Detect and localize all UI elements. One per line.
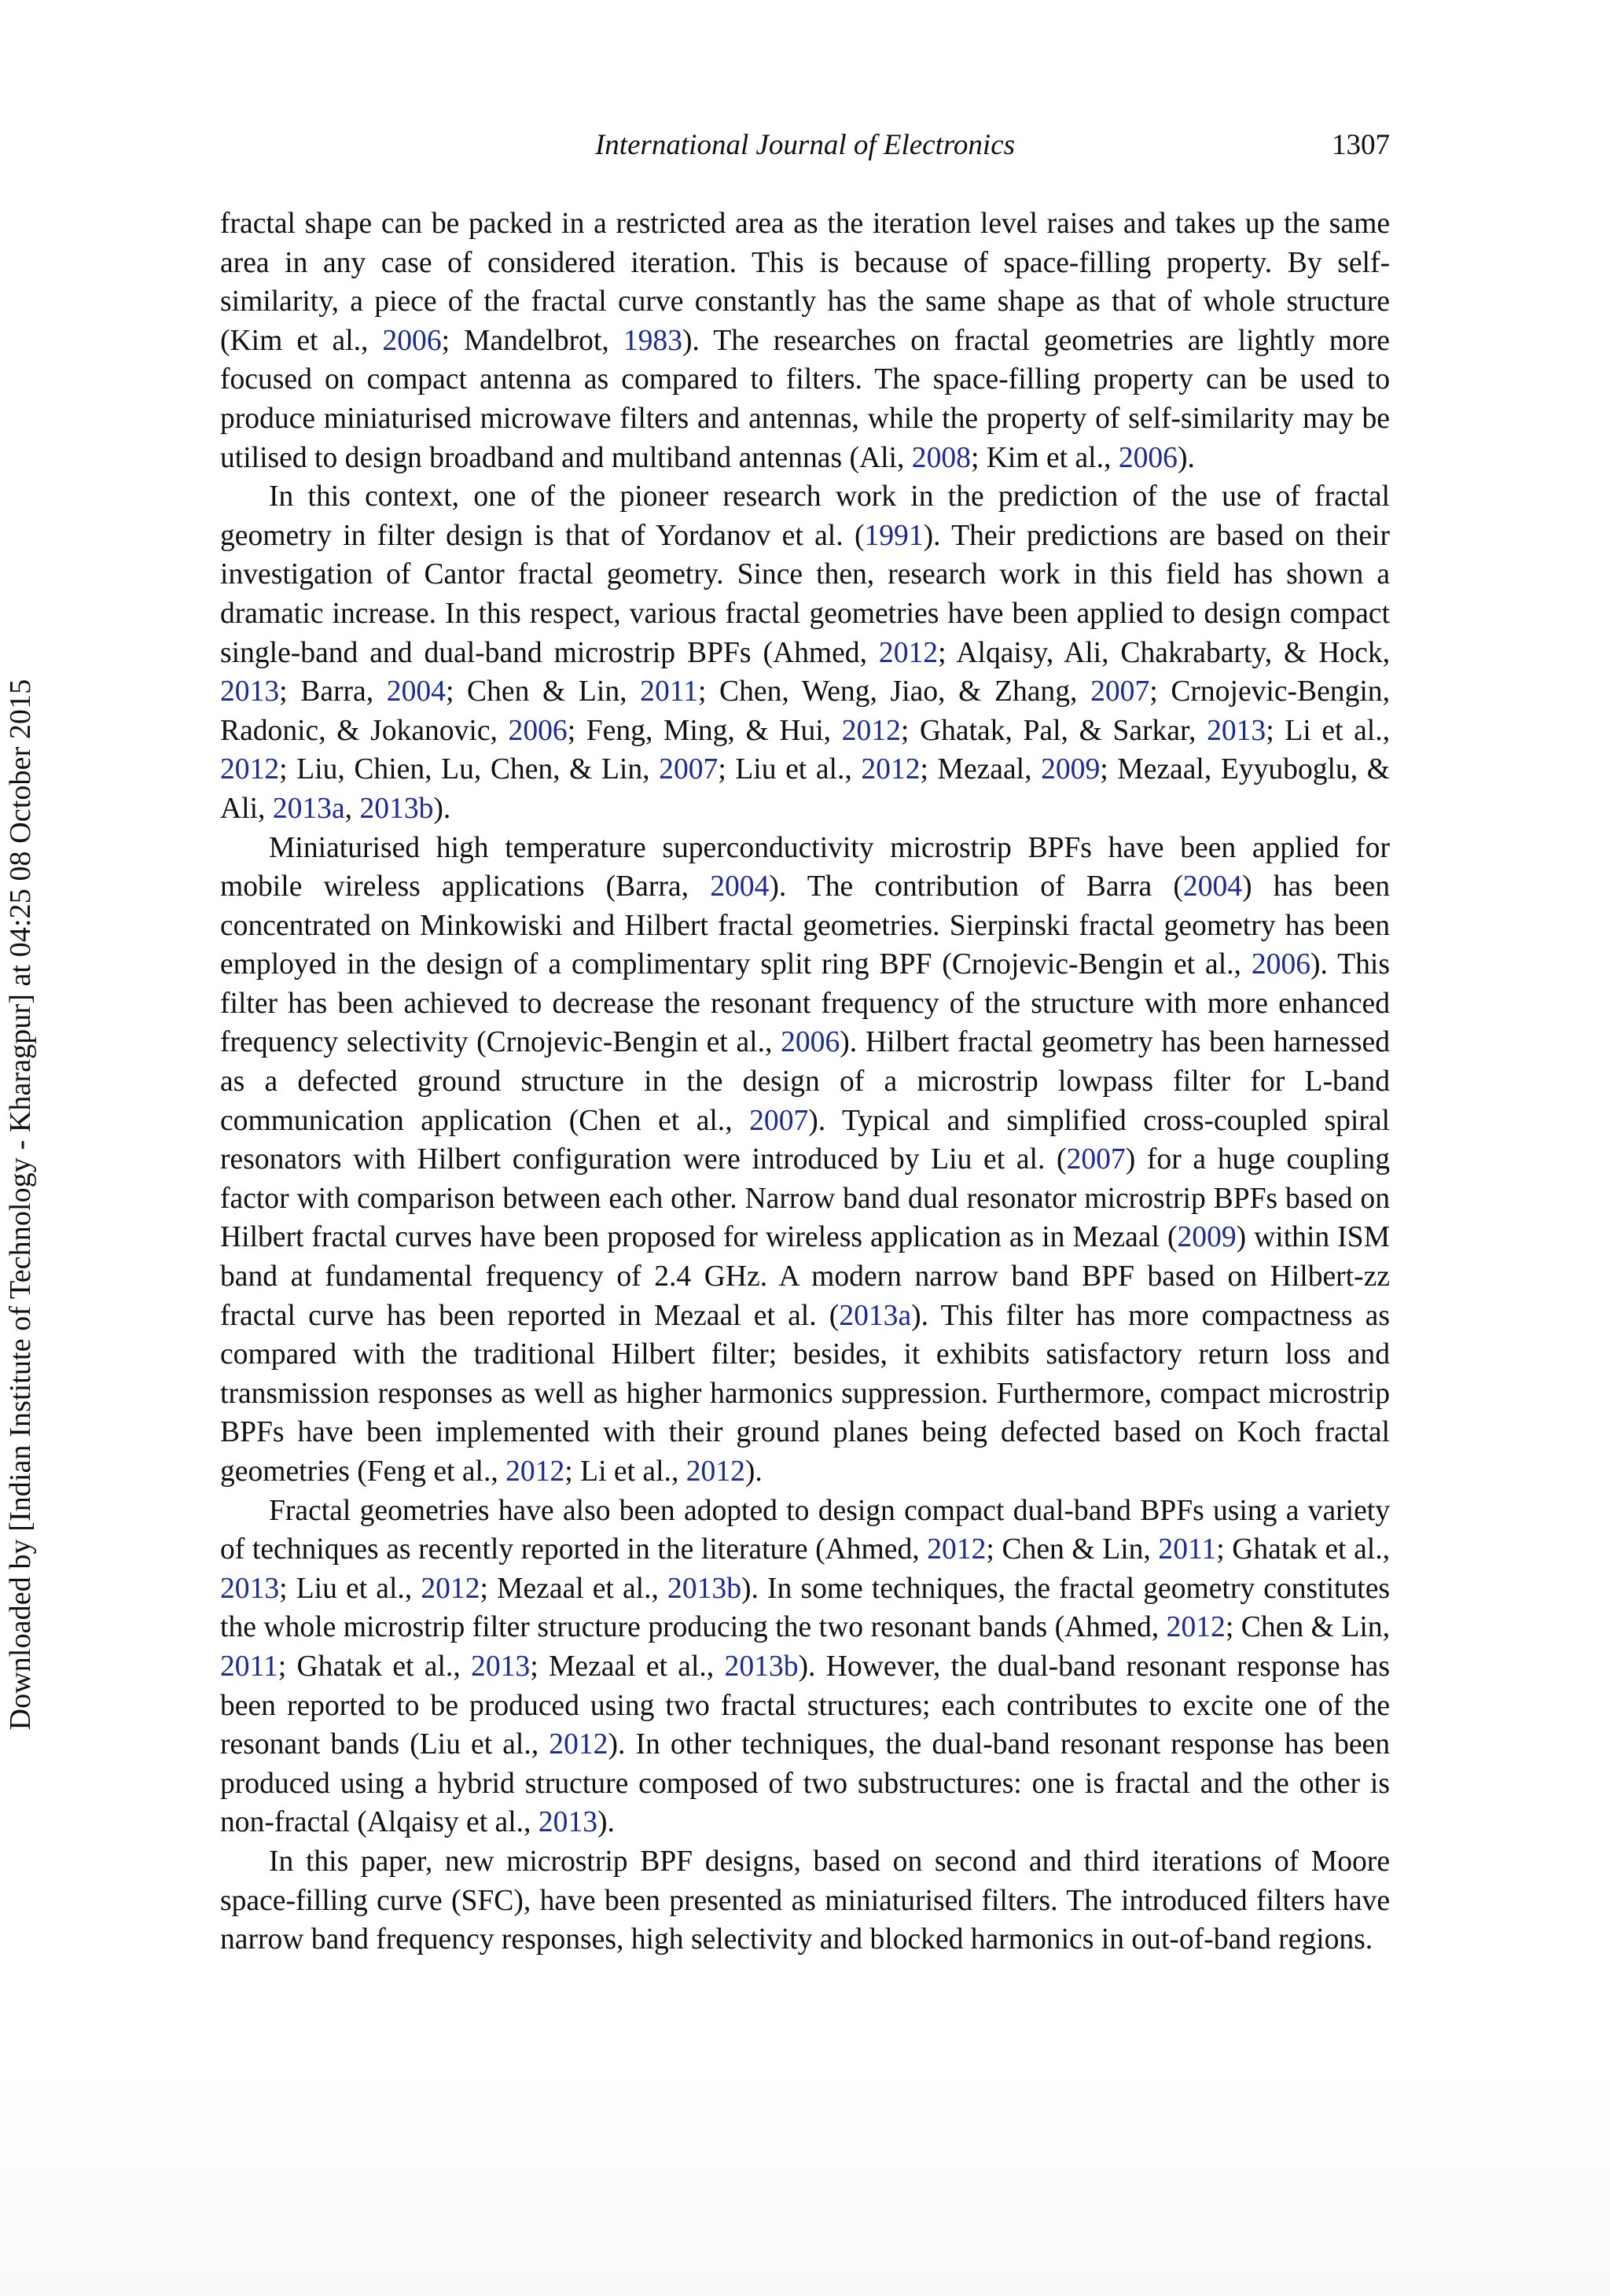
citation-link[interactable]: 2013b <box>359 792 434 825</box>
citation-link[interactable]: 2012 <box>861 753 921 786</box>
text-run: ; Ghatak et al., <box>1216 1533 1390 1566</box>
citation-link[interactable]: 2013a <box>272 792 345 825</box>
paragraph-5 <box>220 1842 1390 1959</box>
citation-link[interactable]: 2012 <box>878 636 939 669</box>
citation-link[interactable]: 2013 <box>220 1572 280 1605</box>
citation-link[interactable]: 2012 <box>220 753 280 786</box>
citation-link[interactable]: 2012 <box>549 1728 608 1761</box>
citation-link[interactable]: 2013 <box>538 1806 598 1839</box>
download-stamp: Downloaded by [Indian Institute of Technology - Kharagpur] at 04:25 08 October 2015 <box>4 679 37 1731</box>
text-run: ; Ghatak, Pal, & Sarkar, <box>900 714 1208 747</box>
citation-link[interactable]: 2013a <box>839 1299 912 1332</box>
text-run: ; Mezaal et al., <box>480 1572 668 1605</box>
citation-link[interactable]: 2013b <box>724 1650 799 1683</box>
citation-link[interactable]: 2012 <box>1166 1611 1226 1644</box>
journal-title: International Journal of Electronics <box>594 129 1016 161</box>
text-run: ; Mezaal, <box>920 753 1042 786</box>
text-run: ; Liu, Chien, Lu, Chen, & Lin, <box>279 753 660 786</box>
text-run: ; Li et al., <box>564 1455 686 1488</box>
citation-link[interactable]: 2007 <box>749 1104 809 1137</box>
text-run: ) within ISM band at fundamental frequency of 2.4 GHz. A modern narrow band BPF based on Hilbert-zz fractal curve has been reported in Mezaal et al. ( <box>220 1221 1390 1332</box>
citation-link[interactable]: 2013 <box>220 675 280 708</box>
citation-link[interactable]: 1991 <box>864 519 924 552</box>
text-run: ) for a huge coupling factor with comparison between each other. Narrow band dual resonator microstrip BPFs based on Hilbert fractal curves have been proposed for wireless application as in Mezaal ( <box>220 1143 1391 1254</box>
text-run: ; Chen & Lin, <box>986 1533 1159 1566</box>
citation-link[interactable]: 2013 <box>1207 714 1266 747</box>
text-run: ; Feng, Ming, & Hui, <box>567 714 842 747</box>
text-run: ; Li et al., <box>1266 714 1391 747</box>
text-run: ; Ghatak et al., <box>278 1650 472 1683</box>
citation-link[interactable]: 2008 <box>911 441 971 474</box>
text-run: In this context, one of the pioneer research work in the prediction of the use of fractal geometry in filter design is that of Yordanov et al. ( <box>220 480 1390 552</box>
citation-link[interactable]: 2011 <box>640 675 698 708</box>
text-run: ; Barra, <box>279 675 387 708</box>
citation-link[interactable]: 2011 <box>220 1650 278 1683</box>
text-run: fractal shape can be packed in a restricted area as the iteration level raises and takes up the same area in any case of considered iteration. This is because of space-filling property. By self-similarity, a piece of the fractal curve constantly has the same shape as that of whole structure (Kim et al., <box>220 208 1390 357</box>
text-run: ). In other techniques, the dual-band resonant response has been produced using a hybrid structure composed of two substructures: one is fractal and the other is non-fractal (Alqaisy et al., <box>220 1728 1391 1839</box>
text-run: , <box>344 792 360 825</box>
citation-link[interactable]: 2007 <box>659 753 719 786</box>
citation-link[interactable]: 2006 <box>508 714 568 747</box>
citation-link[interactable]: 2012 <box>686 1455 745 1488</box>
citation-link[interactable]: 2006 <box>781 1026 840 1059</box>
citation-link[interactable]: 2013 <box>471 1650 531 1683</box>
citation-link[interactable]: 2012 <box>505 1455 565 1488</box>
text-run: ). The researches on fractal geometries are lightly more focused on compact antenna as compared to filters. The space-filling property can be used to produce miniaturised microwave filters and antennas, while the property of self-similarity may be utilised to design broadband and multiband antennas (Ali, <box>220 324 1390 474</box>
text-run: Miniaturised high temperature superconductivity microstrip BPFs have been applied for mobile wireless applications (Barra, <box>220 831 1390 903</box>
running-header <box>220 126 1390 165</box>
text-run: ; Chen, Weng, Jiao, & Zhang, <box>697 675 1091 708</box>
citation-link[interactable]: 2013b <box>667 1572 741 1605</box>
text-run: ). This filter has been achieved to decrease the resonant frequency of the structure with more enhanced frequency selectivity (Crnojevic-Bengin et al., <box>220 948 1390 1059</box>
text-run: ; Mezaal, Eyyuboglu, & Ali, <box>220 753 1390 825</box>
citation-link[interactable]: 2011 <box>1158 1533 1217 1566</box>
text-run: ). Their predictions are based on their investigation of Cantor fractal geometry. Since then, research work in this field has shown a dramatic increase. In this respect, various fractal geometries have been applied to design compact single-band and dual-band microstrip BPFs (Ahmed, <box>220 519 1390 669</box>
text-run: ; Liu et al., <box>718 753 862 786</box>
text-run: ). Hilbert fractal geometry has been harnessed as a defected ground structure in the design of a microstrip lowpass filter for L-band communication application (Chen et al., <box>220 1026 1391 1137</box>
text-run: Fractal geometries have also been adopted to design compact dual-band BPFs using a variety of techniques as recently reported in the literature (Ahmed, <box>220 1494 1390 1566</box>
citation-link[interactable]: 2009 <box>1041 753 1101 786</box>
text-run: ; Chen & Lin, <box>445 675 641 708</box>
citation-link[interactable]: 2004 <box>1182 870 1243 903</box>
page-number: 1307 <box>1332 129 1390 161</box>
paragraph-3 <box>220 829 1390 1492</box>
text-run: ). <box>744 1455 763 1488</box>
citation-link[interactable]: 2006 <box>1118 441 1178 474</box>
text-run: ). The contribution of Barra ( <box>769 870 1183 903</box>
citation-link[interactable]: 1983 <box>623 324 682 357</box>
text-run: ). <box>433 792 451 825</box>
text-run: ) has been concentrated on Minkowiski and Hilbert fractal geometries. Sierpinski fractal geometry has been employed in the design of a complimentary split ring BPF (Crnojevic-Bengin et al., <box>220 870 1390 981</box>
text-run: ). In some techniques, the fractal geometry constitutes the whole microstrip filter structure producing the two resonant bands (Ahmed, <box>220 1572 1390 1644</box>
text-run: ). However, the dual-band resonant response has been reported to be produced using two fractal structures; each contributes to excite one of the resonant bands (Liu et al., <box>220 1650 1390 1761</box>
citation-link[interactable]: 2012 <box>841 714 901 747</box>
text-run: ; Chen & Lin, <box>1225 1611 1390 1644</box>
citation-link[interactable]: 2006 <box>1251 948 1311 981</box>
paragraph-4 <box>220 1492 1390 1842</box>
text-run: ; Liu et al., <box>279 1572 421 1605</box>
citation-link[interactable]: 2009 <box>1177 1221 1237 1254</box>
text-run: ; Mandelbrot, <box>441 324 623 357</box>
text-run: ; Crnojevic-Bengin, Radonic, & Jokanovic, <box>220 675 1390 747</box>
citation-link[interactable]: 2007 <box>1090 675 1150 708</box>
paragraph-2 <box>220 477 1390 828</box>
text-run: ; Mezaal et al., <box>530 1650 725 1683</box>
text-run: In this paper, new microstrip BPF designs, based on second and third iterations of Moore space-filling curve (SFC), have been presented as miniaturised filters. The introduced filters have narrow band frequency responses, high selectivity and blocked harmonics in out-of-band regions. <box>220 1845 1390 1956</box>
paragraph-1 <box>220 204 1390 477</box>
text-run: ; Kim et al., <box>970 441 1119 474</box>
citation-link[interactable]: 2004 <box>386 675 446 708</box>
article-body <box>220 204 1390 1959</box>
citation-link[interactable]: 2007 <box>1066 1143 1126 1176</box>
citation-link[interactable]: 2012 <box>927 1533 987 1566</box>
text-run: ; Alqaisy, Ali, Chakrabarty, & Hock, <box>938 636 1390 669</box>
citation-link[interactable]: 2006 <box>382 324 442 357</box>
citation-link[interactable]: 2012 <box>421 1572 480 1605</box>
citation-link[interactable]: 2004 <box>710 870 770 903</box>
text-run: ). This filter has more compactness as compared with the traditional Hilbert filter; besides, it exhibits satisfactory return loss and transmission responses as well as higher harmonics suppression. Furthermore, compact microstrip BPFs have been implemented with their ground planes being defected based on Koch fractal geometries (Feng et al., <box>220 1299 1390 1488</box>
text-run: ). Typical and simplified cross-coupled spiral resonators with Hilbert configuration were introduced by Liu et al. ( <box>220 1104 1390 1176</box>
text-run: ). <box>1177 441 1195 474</box>
text-run: ). <box>597 1806 615 1839</box>
